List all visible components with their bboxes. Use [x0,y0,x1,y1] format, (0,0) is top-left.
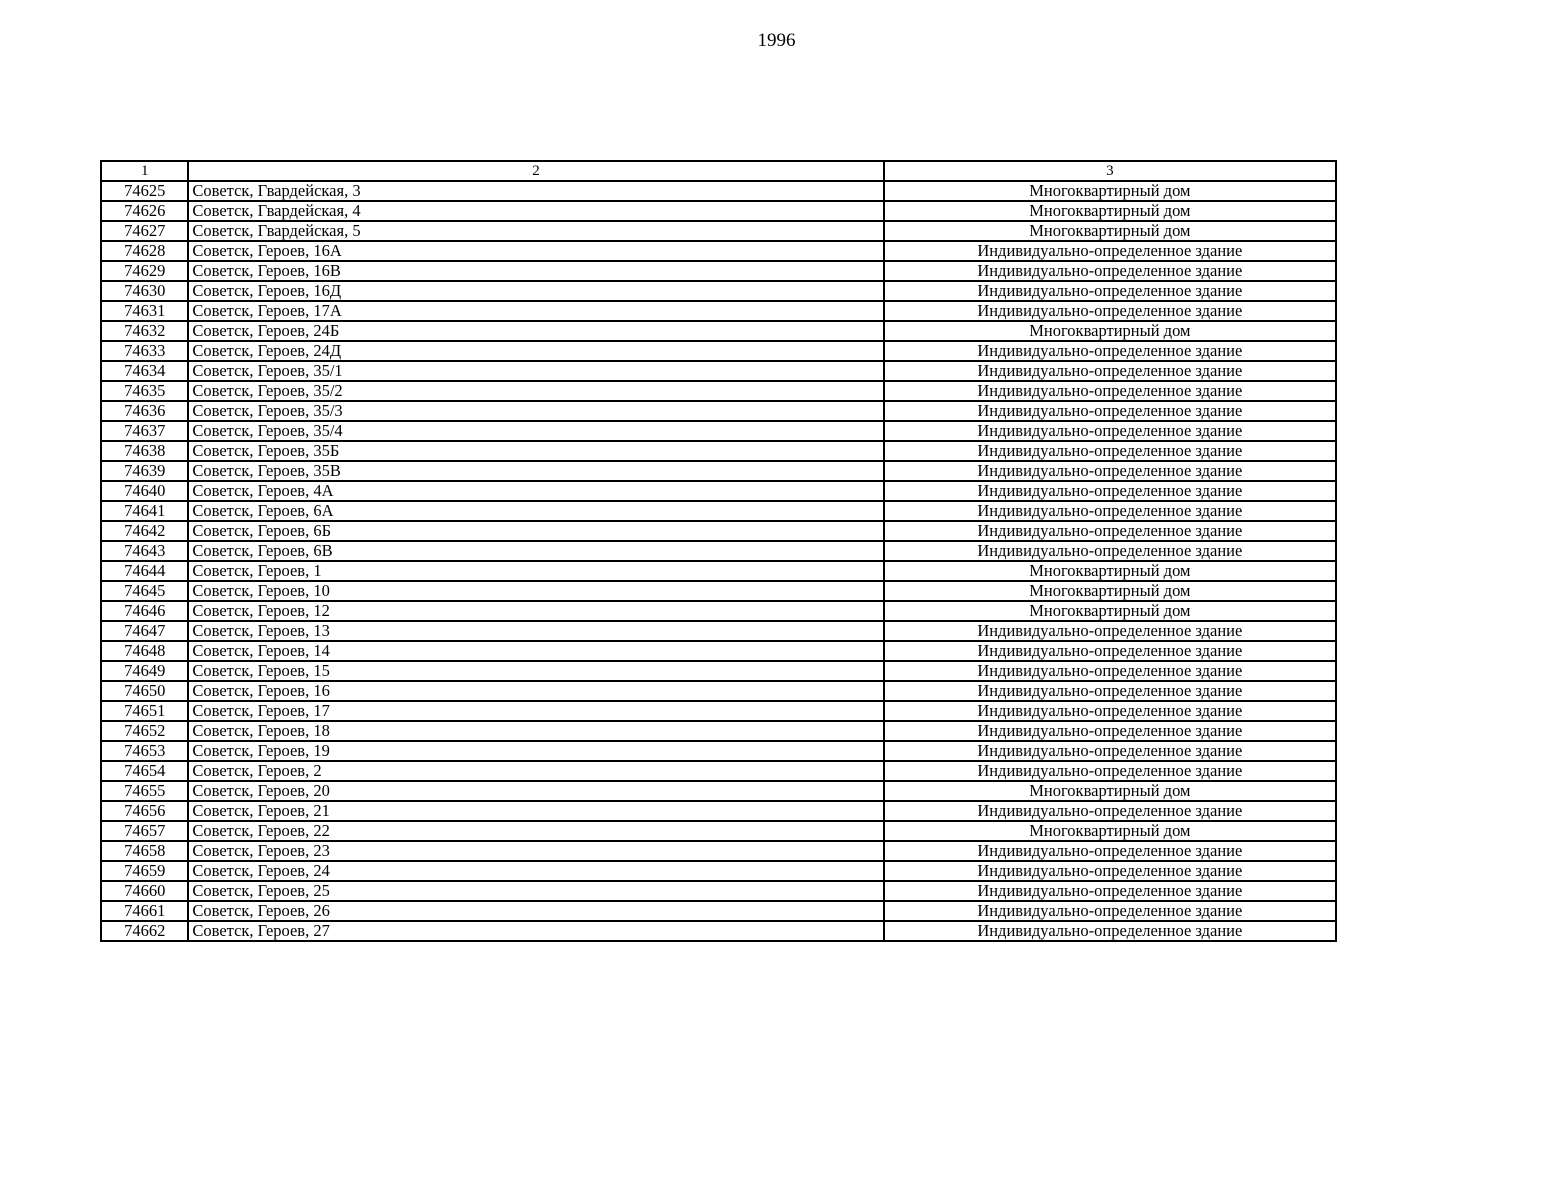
table-row [101,761,1336,781]
building-type-cell: Индивидуально-определенное здание [884,861,1336,881]
object-number-cell: 74638 [101,441,188,461]
address-cell: Советск, Героев, 13 [188,621,883,641]
object-number-cell: 74633 [101,341,188,361]
table-row [101,281,1336,301]
table-row [101,341,1336,361]
building-type-cell: Индивидуально-определенное здание [884,301,1336,321]
building-type-cell: Индивидуально-определенное здание [884,701,1336,721]
object-number-cell: 74642 [101,521,188,541]
table-row [101,881,1336,901]
address-cell: Советск, Героев, 22 [188,821,883,841]
header-row [101,161,1336,181]
object-number-cell: 74629 [101,261,188,281]
object-number-cell: 74645 [101,581,188,601]
building-type-cell: Индивидуально-определенное здание [884,341,1336,361]
address-cell: Советск, Героев, 21 [188,801,883,821]
table-row [101,541,1336,561]
table-row [101,181,1336,201]
building-type-cell: Многоквартирный дом [884,201,1336,221]
table-row [101,201,1336,221]
building-type-cell: Индивидуально-определенное здание [884,281,1336,301]
table-row [101,841,1336,861]
address-cell: Советск, Героев, 19 [188,741,883,761]
building-type-cell: Индивидуально-определенное здание [884,401,1336,421]
table-row [101,561,1336,581]
table-row [101,421,1336,441]
address-cell: Советск, Героев, 1 [188,561,883,581]
registry-table [100,160,1337,942]
address-cell: Советск, Героев, 27 [188,921,883,941]
object-number-cell: 74661 [101,901,188,921]
building-type-cell: Индивидуально-определенное здание [884,841,1336,861]
table-row [101,501,1336,521]
building-type-cell: Многоквартирный дом [884,181,1336,201]
table-row [101,661,1336,681]
address-cell: Советск, Героев, 16 [188,681,883,701]
table-row [101,301,1336,321]
table-row [101,581,1336,601]
address-cell: Советск, Героев, 12 [188,601,883,621]
building-type-cell: Многоквартирный дом [884,561,1336,581]
object-number-cell: 74656 [101,801,188,821]
building-type-cell: Индивидуально-определенное здание [884,901,1336,921]
address-cell: Советск, Героев, 35/2 [188,381,883,401]
building-type-cell: Индивидуально-определенное здание [884,381,1336,401]
building-type-cell: Индивидуально-определенное здание [884,721,1336,741]
building-type-cell: Многоквартирный дом [884,821,1336,841]
object-number-cell: 74635 [101,381,188,401]
table-row [101,861,1336,881]
object-number-cell: 74660 [101,881,188,901]
table-row [101,821,1336,841]
page-number: 1996 [757,30,796,51]
table-row [101,701,1336,721]
object-number-cell: 74649 [101,661,188,681]
table-row [101,481,1336,501]
table-row [101,781,1336,801]
header-cell-3: 3 [884,161,1336,181]
object-number-cell: 74653 [101,741,188,761]
address-cell: Советск, Героев, 23 [188,841,883,861]
table-row [101,321,1336,341]
building-type-cell: Индивидуально-определенное здание [884,461,1336,481]
address-cell: Советск, Героев, 35/4 [188,421,883,441]
address-cell: Советск, Героев, 24 [188,861,883,881]
building-type-cell: Индивидуально-определенное здание [884,421,1336,441]
object-number-cell: 74639 [101,461,188,481]
table-row [101,921,1336,941]
building-type-cell: Индивидуально-определенное здание [884,921,1336,941]
object-number-cell: 74654 [101,761,188,781]
object-number-cell: 74652 [101,721,188,741]
object-number-cell: 74627 [101,221,188,241]
address-cell: Советск, Героев, 17А [188,301,883,321]
table-row [101,641,1336,661]
object-number-cell: 74659 [101,861,188,881]
table-row [101,241,1336,261]
building-type-cell: Индивидуально-определенное здание [884,681,1336,701]
table-header [101,161,1336,181]
building-type-cell: Индивидуально-определенное здание [884,741,1336,761]
table-body [101,181,1336,941]
address-cell: Советск, Героев, 35/1 [188,361,883,381]
address-cell: Советск, Героев, 18 [188,721,883,741]
building-type-cell: Индивидуально-определенное здание [884,481,1336,501]
object-number-cell: 74632 [101,321,188,341]
building-type-cell: Индивидуально-определенное здание [884,361,1336,381]
object-number-cell: 74658 [101,841,188,861]
building-type-cell: Индивидуально-определенное здание [884,261,1336,281]
table-row [101,601,1336,621]
header-cell-1: 1 [101,161,188,181]
address-cell: Советск, Героев, 10 [188,581,883,601]
address-cell: Советск, Героев, 4А [188,481,883,501]
address-cell: Советск, Героев, 35В [188,461,883,481]
table-row [101,381,1336,401]
building-type-cell: Индивидуально-определенное здание [884,621,1336,641]
object-number-cell: 74648 [101,641,188,661]
object-number-cell: 74634 [101,361,188,381]
address-cell: Советск, Героев, 14 [188,641,883,661]
table-row [101,721,1336,741]
address-cell: Советск, Героев, 20 [188,781,883,801]
table-row [101,261,1336,281]
object-number-cell: 74662 [101,921,188,941]
table-row [101,621,1336,641]
building-type-cell: Индивидуально-определенное здание [884,241,1336,261]
address-cell: Советск, Героев, 16Д [188,281,883,301]
table-row [101,901,1336,921]
address-cell: Советск, Героев, 2 [188,761,883,781]
address-cell: Советск, Героев, 16А [188,241,883,261]
address-cell: Советск, Гвардейская, 5 [188,221,883,241]
table-row [101,221,1336,241]
building-type-cell: Многоквартирный дом [884,781,1336,801]
building-type-cell: Индивидуально-определенное здание [884,521,1336,541]
object-number-cell: 74631 [101,301,188,321]
object-number-cell: 74625 [101,181,188,201]
building-type-cell: Многоквартирный дом [884,601,1336,621]
object-number-cell: 74644 [101,561,188,581]
object-number-cell: 74640 [101,481,188,501]
object-number-cell: 74641 [101,501,188,521]
object-number-cell: 74646 [101,601,188,621]
address-cell: Советск, Героев, 25 [188,881,883,901]
address-cell: Советск, Героев, 24Б [188,321,883,341]
building-type-cell: Индивидуально-определенное здание [884,881,1336,901]
object-number-cell: 74655 [101,781,188,801]
address-cell: Советск, Героев, 6Б [188,521,883,541]
table-row [101,521,1336,541]
building-type-cell: Индивидуально-определенное здание [884,801,1336,821]
building-type-cell: Многоквартирный дом [884,221,1336,241]
building-type-cell: Индивидуально-определенное здание [884,541,1336,561]
building-type-cell: Индивидуально-определенное здание [884,501,1336,521]
address-cell: Советск, Героев, 35Б [188,441,883,461]
address-cell: Советск, Героев, 6В [188,541,883,561]
table-row [101,441,1336,461]
table-row [101,461,1336,481]
object-number-cell: 74628 [101,241,188,261]
address-cell: Советск, Героев, 6А [188,501,883,521]
object-number-cell: 74637 [101,421,188,441]
building-type-cell: Многоквартирный дом [884,321,1336,341]
header-cell-2: 2 [188,161,883,181]
address-cell: Советск, Героев, 35/3 [188,401,883,421]
building-type-cell: Индивидуально-определенное здание [884,641,1336,661]
table-row [101,801,1336,821]
building-type-cell: Многоквартирный дом [884,581,1336,601]
table-row [101,741,1336,761]
building-type-cell: Индивидуально-определенное здание [884,661,1336,681]
table-row [101,401,1336,421]
object-number-cell: 74643 [101,541,188,561]
object-number-cell: 74636 [101,401,188,421]
address-cell: Советск, Гвардейская, 3 [188,181,883,201]
table-row [101,361,1336,381]
address-cell: Советск, Героев, 15 [188,661,883,681]
address-cell: Советск, Гвардейская, 4 [188,201,883,221]
object-number-cell: 74626 [101,201,188,221]
building-type-cell: Индивидуально-определенное здание [884,761,1336,781]
object-number-cell: 74651 [101,701,188,721]
building-type-cell: Индивидуально-определенное здание [884,441,1336,461]
address-cell: Советск, Героев, 24Д [188,341,883,361]
object-number-cell: 74630 [101,281,188,301]
address-cell: Советск, Героев, 17 [188,701,883,721]
address-cell: Советск, Героев, 16В [188,261,883,281]
object-number-cell: 74650 [101,681,188,701]
object-number-cell: 74657 [101,821,188,841]
table-row [101,681,1336,701]
address-cell: Советск, Героев, 26 [188,901,883,921]
object-number-cell: 74647 [101,621,188,641]
